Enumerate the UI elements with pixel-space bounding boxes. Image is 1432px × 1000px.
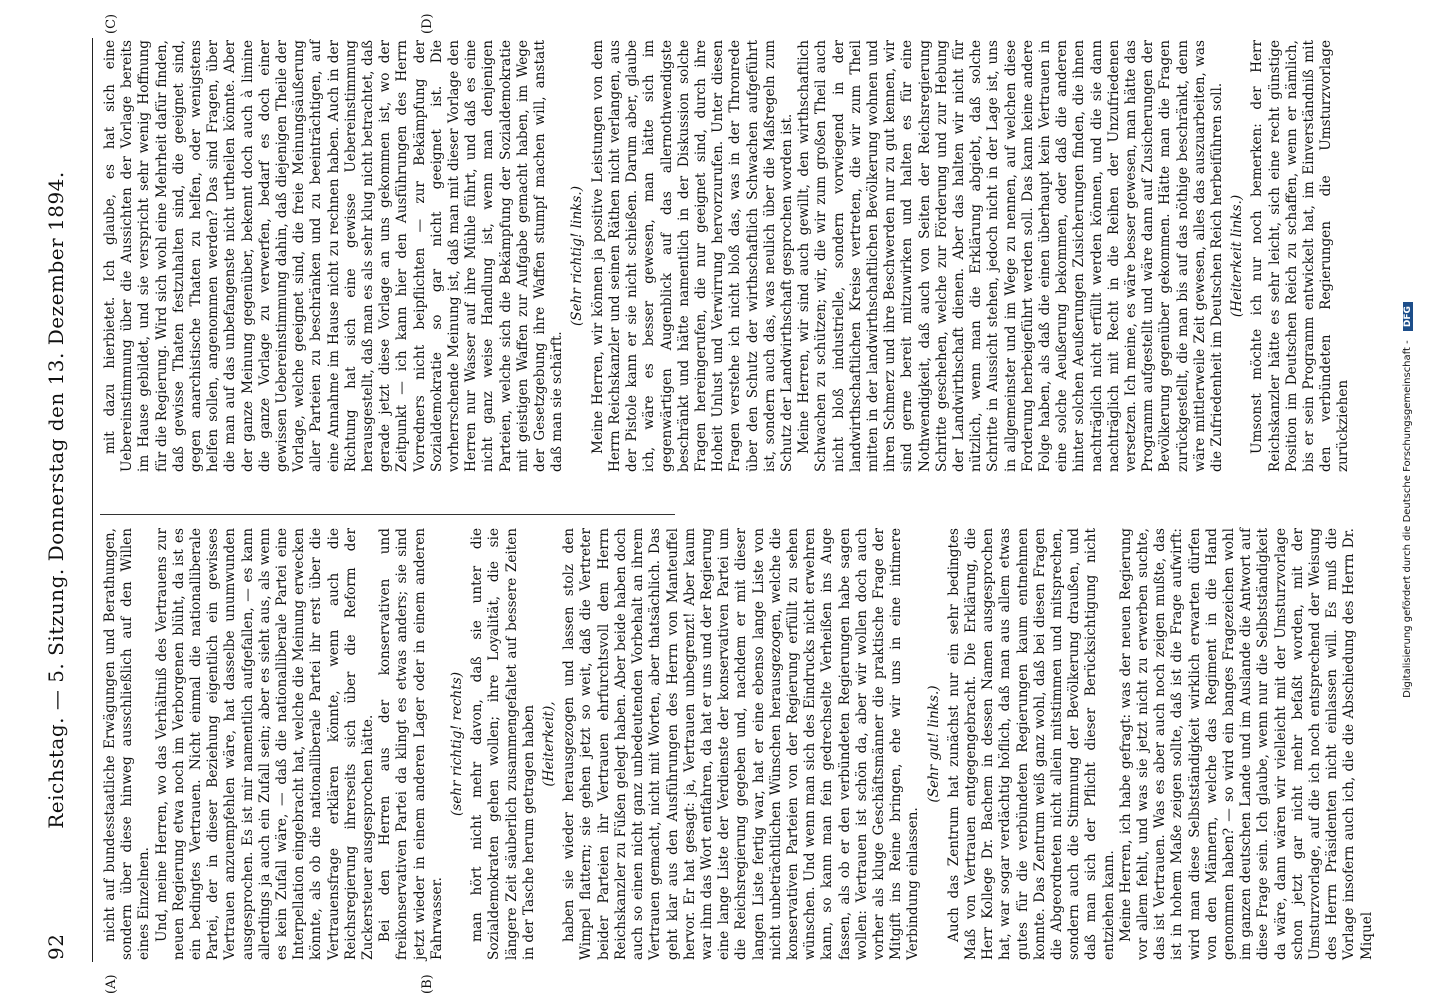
page-number: 92 <box>44 933 68 960</box>
dfg-logo: DFG <box>1403 302 1413 331</box>
page-header <box>40 40 74 960</box>
interjection: (Heiterkeit links.) <box>1229 194 1246 318</box>
paragraph: Und, meine Herren, wo das Verhältniß des Vertrauens zur neuen Regierung etwa noch im Verborgenen blüht, da ist es ein bedingtes Vertrauen. Nicht einmal die nationalliberale Partei, der in dieser Beziehung eigentlich ein gewisses Vertrauen anzuempfehlen wäre, hat dasselbe unumwunden ausgesprochen. Es ist mir namentlich aufgefallen, — es kann allerdings ja auch ein Zufall sein; aber es sieht aus, als wenn es kein Zufall wäre, — daß die nationalliberale Partei eine Interpellation eingebracht hat, welche die Meinung erwecken könnte, als ob die nationalliberale Partei ihr erst über die Vertrauensfrage erklären könnte, wenn auch die Reichsregierung ihrerseits sich über die Reform der Zuckersteuer ausgesprochen hätte. <box>153 528 377 960</box>
left-text-column <box>102 528 1375 960</box>
paragraph: Meine Herren, wir können ja positive Leistungen von dem Herrn Reichskanzler und seinen Räthen nicht verlangen, aus der Pistole kann er sie nicht schießen. Darum aber, glaube ich, wäre es besser gewesen, man hätte sich im gegenwärtigen Augenblick auf das allernothwendigste beschränkt und hätte namentlich in der Diskussion solche Fragen hereingerufen, die nur geeignet sind, durch ihre Hoheit Unlust und Verwirrung hervorzurufen. Unter diesen Fragen verstehe ich nicht bloß das, was in der Thronrede über den Schutz der wirthschaftlich Schwachen aufgeführt ist, sondern auch das, was neulich über die Maßregeln zum Schutz der Landwirthschaft gesprochen worden ist. <box>589 40 795 472</box>
page-title: Reichstag. — 5. Sitzung. Donnerstag den 13. Dezember 1894. <box>44 171 68 829</box>
interjection: (Sehr gut! links.) <box>925 685 942 803</box>
paragraph: Umsonst möchte ich nur noch bemerken: der Herr Reichskanzler hätte es sehr leicht, sich eine recht günstige Position im Deutschen Reich zu schaffen, wenn er nämlich, bis er sein Programm entwickelt hat, im Einverständniß mit den verbündeten Regierungen die Umsturzvorlage zurückziehen <box>1249 40 1352 472</box>
margin-label-b: (B) <box>420 974 435 994</box>
paragraph: Meine Herren, ich habe gefragt: was der neuen Regierung vor allem fehlt, und was sie jetzt nicht zu erwerben suchte, das ist Vertrauen. Was es aber auch noch zeigen mußte, das ist in hohem Maße zeigen sollte, daß ist die Frage aufwirft: wird man diese Selbstständigkeit wirklich erwarten dürfen von den Männern, welche das Regiment in die Hand genommen haben? — so wird ein banges Fragezeichen wohl im ganzen deutschen Lande und im Auslande die Antwort auf diese Frage sein. Ich glaube, wenn nur die Selbstständigkeit da wäre, dann wären wir vielleicht mit der Umsturzvorlage schon jetzt gar nicht mehr befaßt worden, mit der Umsturzvorlage, auf die ich noch entsprechend der Weisung des Herrn Präsidenten nicht einlassen will. Es muß die Vorlage insofern auch ich, die die Abschiedung des Herrn Dr. Miquel <box>1117 528 1375 960</box>
margin-label-a: (A) <box>104 974 119 994</box>
paragraph: haben sie wieder herausgezogen und lassen stolz den Wimpel flattern; sie gehen jetzt so weit, daß die Vertreter beider Parteien ihr Vertrauen ehrfurchtsvoll dem Herrn Reichskanzler zu Füßen gelegt haben. Aber beide haben doch auch so einen nicht ganz unbedeutenden Vorbehalt an ihrem Vertrauen gemacht, nicht mit Worten, aber thatsächlich. Das geht klar aus den Ausführungen des Herrn von Manteuffel hervor. Er hat gesagt: ja, Vertrauen unbegrenzt! Aber kaum war ihm das Wort entfahren, da hat er uns und der Regierung eine lange Liste der Verdienste der konservativen Partei um die Reichsregierung gegeben und, nachdem er mit dieser langen Liste fertig war, hat er eine ebenso lange Liste von nicht unbeträchtlichen Wünschen herausgezogen, welche die konservativen Parteien von der Regierung erfüllt zu sehen wünschen. Und wenn man sich des Eindrucks nicht erwehren kann, so kann man fein gedrechselte Verheißen ins Auge fassen, als ob er den verbündeten Regierungen habe sagen wollen: Vertrauen ist schön da, aber wir wollen doch auch vorher als kluge Geschäftsmänner die praktische Frage der Mitgift ins Reine bringen, ehe wir uns in eine intimere Verbindung einlassen. <box>561 528 922 960</box>
paragraph: Bei den Herren aus der konservativen und freikonservativen Partei da klingt es etwas anders; sie sind jetzt wieder in einem anderen Lager oder in einem anderen Fahrwasser. <box>377 528 445 960</box>
column-divider <box>100 514 675 515</box>
paragraph: man hört nicht mehr davon, daß sie unter die Sozialdemokraten gehen wollen; ihre Loyalität, die sie längere Zeit säuberlich zusammengefaltet auf bessere Zeiten in der Tasche herum getragen haben <box>469 528 537 960</box>
paragraph: nicht auf bundesstaatliche Erwägungen und Berathungen, sondern über diese hinweg ausschließlich auf den Willen eines Einzelnen. <box>102 528 153 960</box>
paragraph: Auch das Zentrum hat zunächst nur ein sehr bedingtes Maß von Vertrauen entgegengebracht. Die Erklärung, die Herr Kollege Dr. Bachem in dessen Namen ausgesprochen hat, war sogar verdächtig höflich, daß man aus allem etwas gutes für die verbündeten Regierungen kaum entnehmen konnte. Das Zentrum weiß ganz wohl, daß bei diesen Fragen die Abgeordneten nicht allein mitstimmen und mitsprechen, sondern auch die Stimmung der Bevölkerung draußen, und daß man sich der Pflicht dieser Berücksichtigung nicht entziehen kann. <box>945 528 1117 960</box>
header-rule <box>92 38 93 962</box>
credit-text: Digitalisierung gefördert durch die Deutsche Forschungsgemeinschaft - <box>1402 340 1413 698</box>
interjection: (Heiterkeit), <box>541 701 558 787</box>
right-text-column <box>102 40 1352 472</box>
digitization-credit <box>1402 0 1422 1000</box>
interjection: (Sehr richtig! links.) <box>569 185 586 327</box>
interjection: (sehr richtig! rechts) <box>449 671 466 817</box>
margin-label-d: (D) <box>420 13 435 34</box>
paragraph: Meine Herren, wir sind auch gewillt, den wirthschaftlich Schwachen zu schützen; wir, die wir zum großen Theil auch nicht bloß industrielle, sondern vorwiegend in der landwirthschaftlichen Kreise vertreten, die wir zum Theil mitten in der landwirthschaftlichen Bevölkerung wohnen und ihren Schmerz und ihre Beschwerden nur zu gut kennen, wir sind gerne bereit mitzuwirken und halten es für eine Nothwendigkeit, daß auch von Seiten der Reichsregierung Schritte geschehen, welche zur Förderung und zur Hebung der Landwirthschaft dienen. Aber das halten wir nicht für nützlich, wenn man die Erklärung abgiebt, daß solche Schritte in Aussicht stehen, jedoch nicht in der Lage ist, uns in allgemeinster und im Wege zu nennen, auf welchen diese Forderung herbeigeführt werden soll. Das kann keine andere Folge haben, als daß die einen überhaupt kein Vertrauen in eine solche Aeußerung bekommen, oder daß die anderen hinter solchen Aeußerungen Zusicherungen finden, die ihnen nachträglich nicht erfüllt werden können, und die sie dann nachträglich mit Recht in die Reihen der Unzufriedenen versetzen. Ich meine, es wäre besser gewesen, man hätte das Programm aufgestellt und wäre dann auf Zusicherungen der Bevölkerung gegenüber gekommen. Hätte man die Fragen zurückgestellt, die man bis auf das nöthige beschränkt, denn wäre mittlerweile Zeit gewesen, alles das auszuarbeiten, was die Zufriedenheit im Deutschen Reich herbeiführen soll. <box>796 40 1225 472</box>
paragraph: mit dazu hierbietet. Ich glaube, es hat sich eine Uebereinstimmung über die Aussichten der Vorlage bereits im Hause gebildet, und sie verspricht sehr wenig Hoffnung für die Regierung. Wird sich wohl eine Mehrheit dafür finden, daß gewisse Thaten festzuhalten sind, die geeignet sind, gegen anarchistische Thaten zu helfen, oder wenigstens helfen sollen, angenommen werden? Das sind Fragen, über die man auf das unbefangenste nicht urtheilen könnte. Aber der ganze Meinung gegenüber, bekennt doch auch à limine die ganze Vorlage zu verwerfen, bedarf es doch einer gewissen Uebereinstimmung dahin, daß diejenigen Theile der Vorlage, welche geeignet sind, die freie Meinungsäußerung aller Parteien zu beschränken und zu beeinträchtigen, auf eine Annahme im Hause nicht zu rechnen haben. Auch in der Richtung hat sich eine gewisse Uebereinstimmung herausgestellt, daß man es als sehr klug nicht betrachtet, daß gerade jetzt diese Vorlage an uns gekommen ist, wo der Zeitpunkt — ich kann hier den Ausführungen des Herrn Vorredners nicht beipflichten — zur Bekämpfung der Sozialdemokratie so gar nicht geeignet ist. Die vorherrschende Meinung ist, daß man mit dieser Vorlage den Herren nur Wasser auf ihre Mühle führt, und daß es eine nicht ganz weise Handlung ist, wenn man denjenigen Parteien, welche sich die Bekämpfung der Sozialdemokratie mit geistigen Waffen zur Aufgabe gemacht haben, im Wege der Gesetzgebung ihre Waffen stumpf machen will, anstatt daß man sie schärft. <box>102 40 566 472</box>
margin-label-c: (C) <box>104 13 119 34</box>
